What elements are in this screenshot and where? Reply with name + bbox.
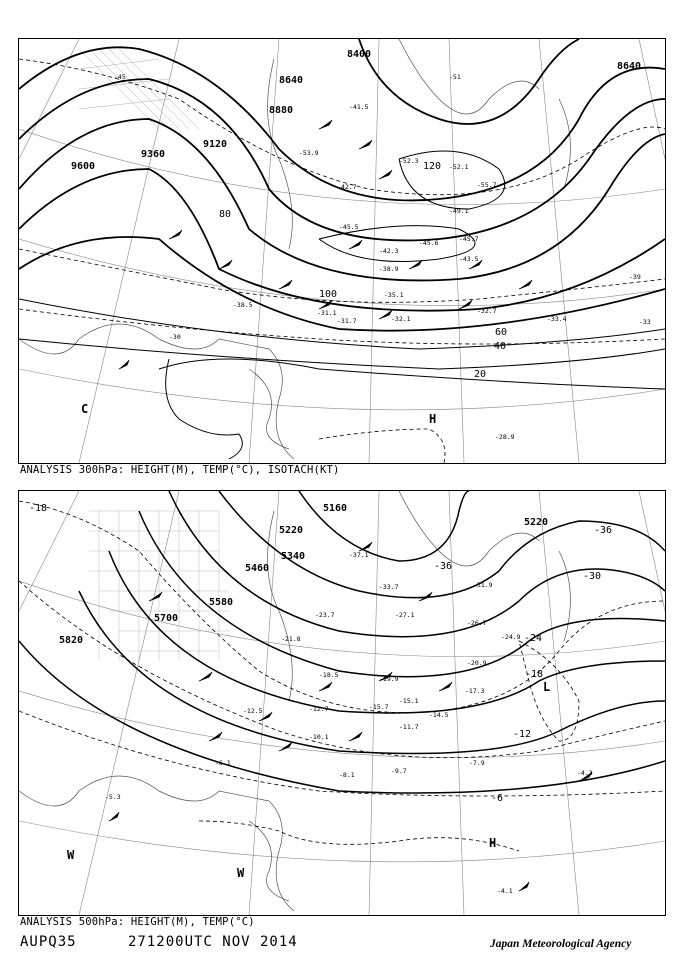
station-label: -12.7 [309,705,329,713]
isotach-label: 20 [474,369,487,380]
station-label: -27.1 [395,611,415,619]
height-label: 5340 [281,551,306,562]
isotherm-label: -30 [169,333,181,341]
isotach-label: 60 [495,327,508,338]
map-300hpa-svg [19,39,665,463]
pressure-systems [81,402,436,426]
station-label: -32.1 [391,315,411,323]
system-w-label: W [237,866,245,880]
isotach-label: 100 [319,289,338,300]
station-label: -45.6 [419,239,439,247]
station-label: -5.3 [105,793,121,801]
station-label: -8.1 [339,771,355,779]
station-label: -24.9 [501,633,521,641]
isotherm-label: -39 [629,273,641,281]
station-label: -4.3 [577,769,593,777]
isotherm-label: -12 [513,729,532,740]
station-label: -42.7 [337,183,357,191]
isotherm-contours [19,59,665,463]
isotherm-label: -45 [114,73,126,81]
isotherm-label: -6 [491,793,504,804]
station-label: -6.1 [215,759,231,767]
station-label: -32.7 [477,307,497,315]
station-label: -23.7 [315,611,335,619]
coastlines [19,39,570,459]
station-label: -9.7 [391,767,407,775]
station-label: -11.7 [399,723,419,731]
analysis-500hpa-map [18,490,666,916]
valid-time: 271200UTC NOV 2014 [128,934,298,950]
station-label: -38.5 [233,301,253,309]
station-label: -41.5 [349,103,369,111]
height-label: 9120 [203,139,228,150]
caption-500hpa: ANALYSIS 500hPa: HEIGHT(M), TEMP(°C) [20,916,255,928]
isotherm-label: -36 [434,561,453,572]
station-label: -49.1 [449,207,469,215]
station-label: -4.1 [497,887,513,895]
isotherm-label: -36 [594,525,613,536]
caption-300hpa: ANALYSIS 300hPa: HEIGHT(M), TEMP(°C), ISOTACH(KT) [20,464,340,476]
isotach-label: 120 [423,161,442,172]
station-label: -15.1 [399,697,419,705]
station-label: -17.3 [465,687,485,695]
isotherm-label: -18 [525,669,544,680]
graticule [19,39,665,463]
station-label: -26.7 [467,619,487,627]
station-label: -52.3 [399,157,419,165]
system-w-label: W [67,848,75,862]
height-label: 5460 [245,563,270,574]
height-label: 5580 [209,597,234,608]
station-label: -31.7 [337,317,357,325]
wind-barbs [119,120,532,369]
height-label: 5220 [279,525,304,536]
station-label: -53.9 [299,149,319,157]
height-label: 8400 [347,49,372,60]
isotherm-label: -51 [449,73,461,81]
station-label: -35.1 [384,291,404,299]
map-500hpa-svg [19,491,665,915]
height-label: 9600 [71,161,96,172]
isotach-label: 80 [219,209,232,220]
graticule [19,491,665,915]
wind-barbs [109,542,592,891]
isotherm-label: -33 [639,318,651,326]
isotherm-label: -18 [29,503,48,514]
station-label: -12.5 [243,707,263,715]
system-l-label: L [543,680,551,694]
station-label: -14.5 [429,711,449,719]
height-label: 5820 [59,635,84,646]
height-label: 8640 [617,61,642,72]
station-label: -33.4 [547,315,567,323]
system-c-label: C [81,402,89,416]
station-label: -31.9 [473,581,493,589]
station-label: -20.9 [467,659,487,667]
station-label: -55.7 [477,181,497,189]
station-label: -21.8 [281,635,301,643]
station-label: -19.9 [379,675,399,683]
station-label: -7.9 [469,759,485,767]
station-label: -37.1 [349,551,369,559]
system-h-label: H [429,412,437,426]
hatched-areas [79,49,199,129]
station-label: -52.1 [449,163,469,171]
station-label: -38.9 [379,265,399,273]
chart-id: AUPQ35 [20,934,77,950]
height-label: 5160 [323,503,348,514]
analysis-300hpa-map [18,38,666,464]
isotherm-label: -24 [524,633,543,644]
hatched-areas [89,511,229,661]
station-label: -18.5 [319,671,339,679]
height-label: 8880 [269,105,294,116]
agency-name: Japan Meteorological Agency [490,938,632,950]
station-label: -45.7 [459,235,479,243]
station-temperature-labels [105,551,593,895]
station-label: -15.7 [369,703,389,711]
station-label: -28.9 [495,433,515,441]
station-label: -45.5 [339,223,359,231]
height-label: 5700 [154,613,179,624]
isotherm-label: -30 [583,571,602,582]
isotach-label: 40 [494,341,507,352]
height-label: 5220 [524,517,549,528]
station-label: -33.7 [379,583,399,591]
station-label: -42.3 [379,247,399,255]
station-label: -43.5 [459,255,479,263]
system-h-label: H [489,836,497,850]
height-label: 8640 [279,75,304,86]
station-label: -10.1 [309,733,329,741]
station-label: -31.1 [317,309,337,317]
height-label: 9360 [141,149,166,160]
